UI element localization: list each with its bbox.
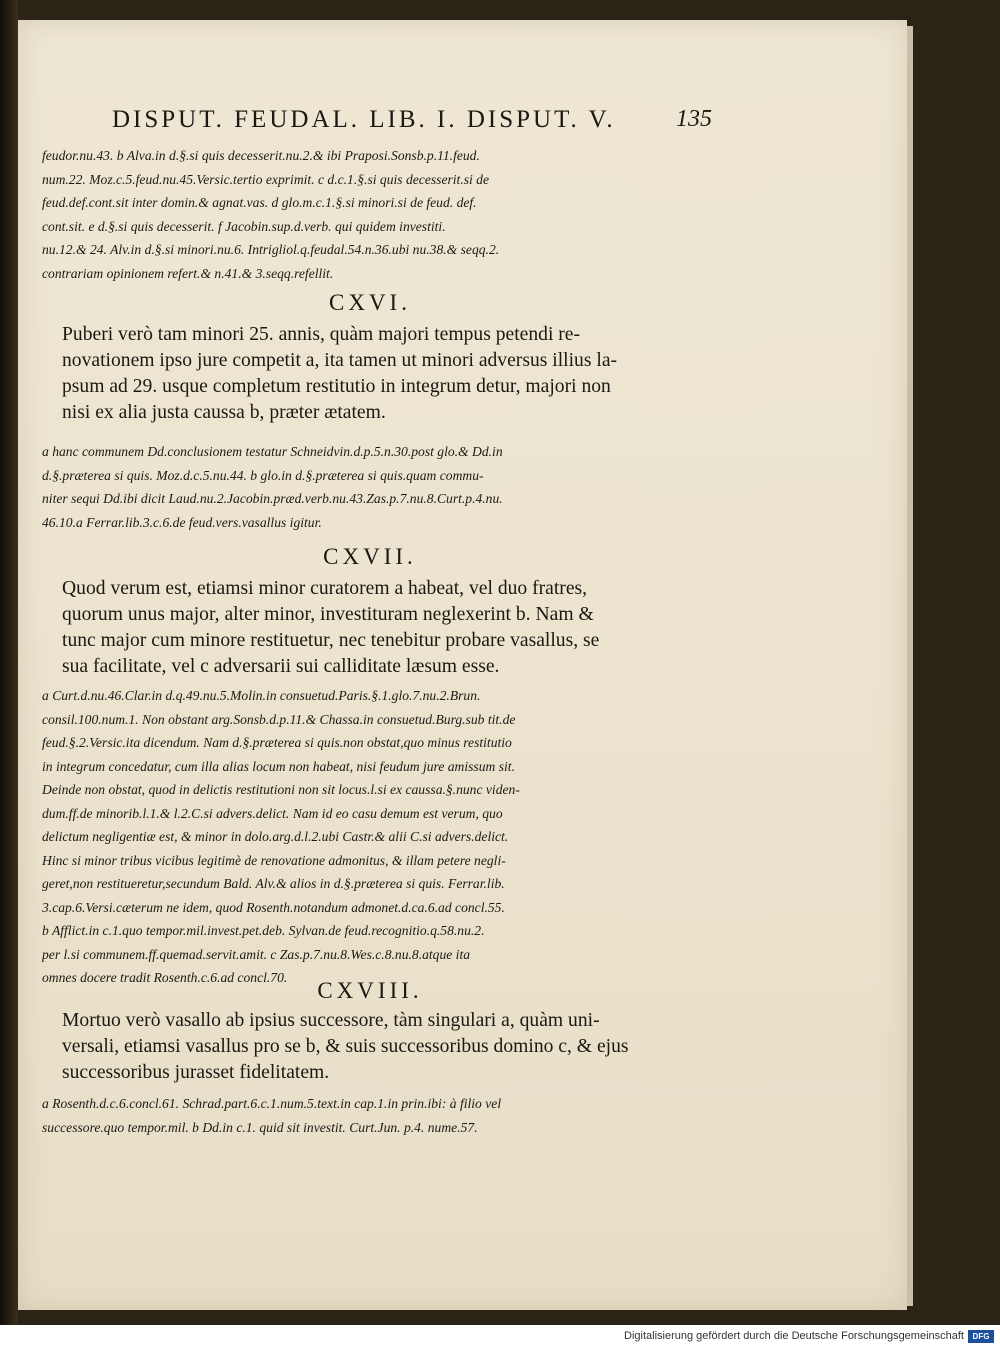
running-head-title: DISPUT. FEUDAL. LIB. I. DISPUT. V.	[112, 106, 616, 133]
book-binding-edge	[0, 0, 18, 1325]
note-line: niter sequi Dd.ibi dicit Laud.nu.2.Jacobin.præd.verb.nu.43.Zas.p.7.nu.8.Curt.p.4.nu.	[42, 491, 503, 506]
note-line: cont.sit. e d.§.si quis decesserit. f Jacobin.sup.d.verb. qui quidem investiti.	[42, 218, 446, 234]
text-line: successoribus jurasset fidelitatem.	[62, 1062, 330, 1083]
section-footnotes	[42, 684, 708, 990]
note-line: consil.100.num.1. Non obstant arg.Sonsb.d.p.11.& Chassa.in consuetud.Burg.sub tit.de	[42, 711, 516, 727]
note-line: feud.§.2.Versic.ita dicendum. Nam d.§.præterea si quis.non obstat,quo minus restitutio	[42, 735, 512, 750]
text-line: psum ad 29. usque completum restitutio in integrum detur, majori non	[62, 376, 611, 397]
page-edge	[907, 26, 913, 1306]
text-line: quorum unus major, alter minor, investituram neglexerint b. Nam &	[62, 604, 594, 625]
note-line: nu.12.& 24. Alv.in d.§.si minori.nu.6. Intrigliol.q.feudal.54.n.36.ubi nu.38.& seqq.2.	[42, 242, 500, 257]
note-line: Deinde non obstat, quod in delictis restitutioni non sit locus.l.si ex caussa.§.nunc viden-	[42, 782, 520, 797]
text-line: tunc major cum minore restituetur, nec tenebitur probare vasallus, se	[62, 630, 600, 651]
section-footnotes	[42, 440, 708, 534]
note-line: contrariam opinionem refert.& n.41.& 3.seqq.refellit.	[42, 265, 334, 281]
section-heading: CXVIII.	[317, 978, 423, 1003]
section-heading: CXVII.	[323, 544, 417, 569]
text-line: versali, etiamsi vasallus pro se b, & suis successoribus domino c, & ejus	[62, 1036, 629, 1057]
text-line: Quod verum est, etiamsi minor curatorem a habeat, vel duo fratres,	[62, 578, 588, 599]
dfg-logo: DFG	[968, 1330, 994, 1343]
note-line: 3.cap.6.Versi.cæterum ne idem, quod Rosenth.notandum admonet.d.ca.6.ad concl.55.	[42, 899, 505, 915]
footer-credit: Digitalisierung gefördert durch die Deutsche Forschungsgemeinschaft	[624, 1330, 964, 1342]
section-heading: CXVI.	[329, 290, 411, 315]
text-line: Mortuo verò vasallo ab ipsius successore, tàm singulari a, quàm uni-	[62, 1010, 600, 1031]
note-line: feudor.nu.43. b Alva.in d.§.si quis decesserit.nu.2.& ibi Praposi.Sonsb.p.11.feud.	[42, 148, 480, 163]
note-line: dum.ff.de minorib.l.1.& l.2.C.si advers.delict. Nam id eo casu demum est verum, quo	[42, 805, 503, 821]
section-footnotes	[42, 1092, 708, 1139]
note-line: in integrum concedatur, cum illa alias locum non habeat, nisi feudum jure amissum sit.	[42, 758, 515, 774]
page-number: 135	[676, 106, 712, 132]
text-line: novationem ipso jure competit a, ita tamen ut minori adversus illius la-	[62, 350, 618, 371]
note-line: geret,non restitueretur,secundum Bald. Alv.& alios in d.§.præterea si quis. Ferrar.lib.	[42, 876, 505, 891]
running-head	[112, 106, 712, 134]
section-text	[62, 1008, 712, 1086]
text-line: Puberi verò tam minori 25. annis, quàm majori tempus petendi re-	[62, 324, 581, 345]
text-line: sua facilitate, vel c adversarii sui calliditate læsum esse.	[62, 656, 500, 677]
section-text	[62, 322, 712, 426]
note-line: Hinc si minor tribus vicibus legitimè de renovatione admonitus, & illam petere negli-	[42, 852, 506, 868]
note-line: successore.quo tempor.mil. b Dd.in c.1. quid sit investit. Curt.Jun. p.4. nume.57.	[42, 1119, 478, 1135]
text-line: nisi ex alia justa caussa b, præter ætatem.	[62, 402, 386, 423]
note-line: a hanc communem Dd.conclusionem testatur Schneidvin.d.p.5.n.30.post glo.& Dd.in	[42, 444, 503, 459]
note-line: a Curt.d.nu.46.Clar.in d.q.49.nu.5.Molin.in consuetud.Paris.§.1.glo.7.nu.2.Brun.	[42, 688, 481, 703]
note-line: feud.def.cont.sit inter domin.& agnat.vas. d glo.m.c.1.§.si minori.si de feud. def.	[42, 195, 477, 210]
note-line: num.22. Moz.c.5.feud.nu.45.Versic.tertio exprimit. c d.c.1.§.si quis decesserit.si de	[42, 171, 490, 187]
footnotes-top	[42, 144, 708, 285]
note-line: a Rosenth.d.c.6.concl.61. Schrad.part.6.c.1.num.5.text.in cap.1.in prin.ibi: à filio vel	[42, 1096, 502, 1111]
footer-bar	[0, 1325, 1000, 1349]
note-line: delictum negligentiæ est, & minor in dolo.arg.d.l.2.ubi Castr.& alii C.si advers.delict.	[42, 829, 509, 844]
note-line: b Afflict.in c.1.quo tempor.mil.invest.pet.deb. Sylvan.de feud.recognitio.q.58.nu.2.	[42, 923, 485, 938]
note-line: per l.si communem.ff.quemad.servit.amit. c Zas.p.7.nu.8.Wes.c.8.nu.8.atque ita	[42, 946, 471, 962]
note-line: 46.10.a Ferrar.lib.3.c.6.de feud.vers.vasallus igitur.	[42, 514, 322, 530]
note-line: d.§.præterea si quis. Moz.d.c.5.nu.44. b glo.in d.§.præterea si quis.quam commu-	[42, 467, 484, 483]
section-text	[62, 576, 712, 680]
note-line: omnes docere tradit Rosenth.c.6.ad concl.70.	[42, 970, 288, 985]
